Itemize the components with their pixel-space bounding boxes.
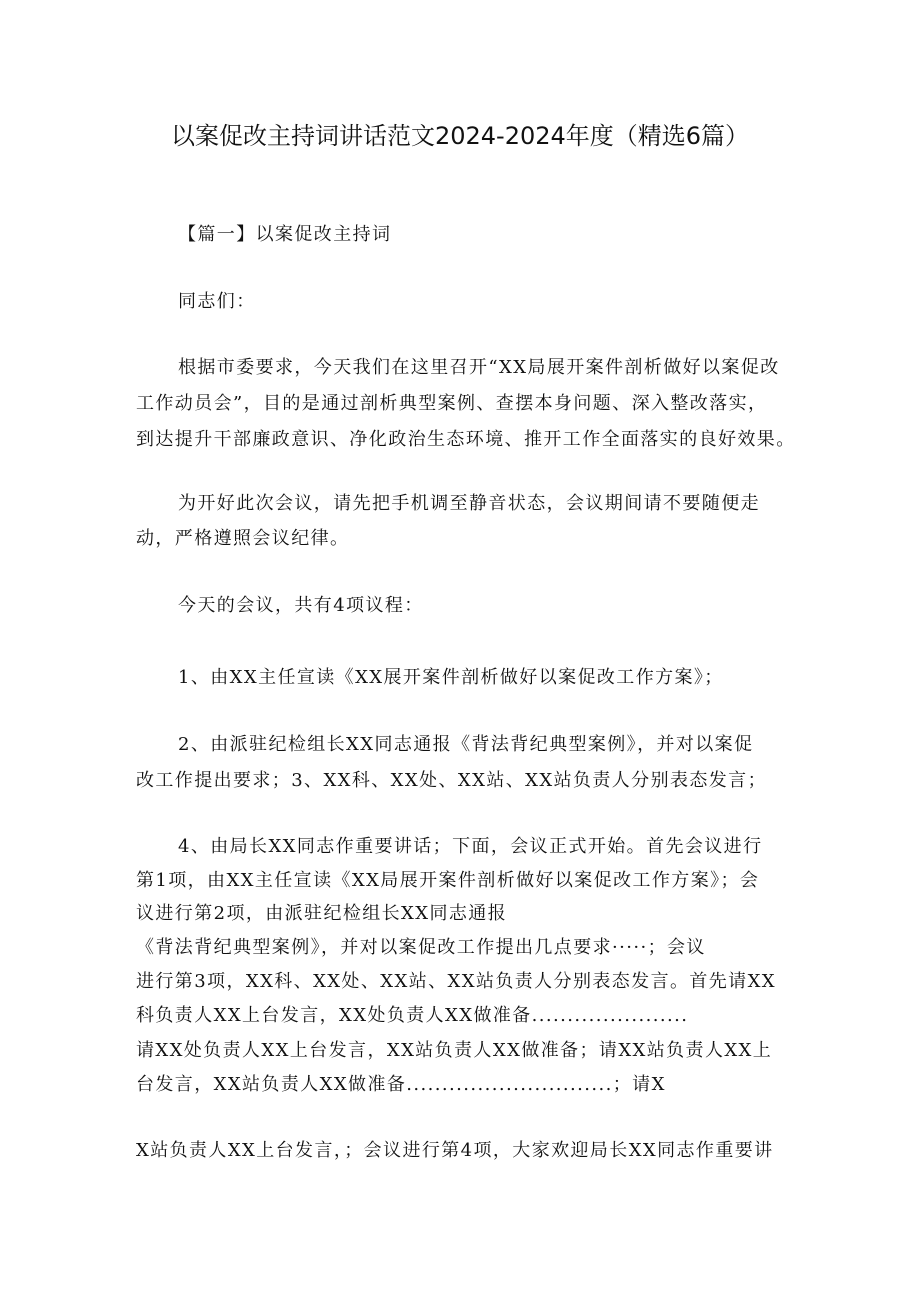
paragraph-line: 到达提升干部廉政意识、净化政治生态环境、推开工作全面落实的良好效果。 <box>136 429 796 450</box>
paragraph-line: 4、由局长XX同志作重要讲话；下面，会议正式开始。首先会议进行 <box>178 836 763 857</box>
paragraph-line: 今天的会议，共有4项议程： <box>178 595 424 616</box>
paragraph-line: 进行第3项，XX科、XX处、XX站、XX站负责人分别表态发言。首先请XX <box>136 971 776 992</box>
paragraph-line: 第1项，由XX主任宣读《XX局展开案件剖析做好以案促改工作方案》；会 <box>136 870 760 891</box>
section-heading: 【篇一】以案促改主持词 <box>178 224 392 245</box>
paragraph-line: 《背法背纪典型案例》，并对以案促改工作提出几点要求·····；会议 <box>136 937 706 958</box>
paragraph-line: 科负责人XX上台发言，XX处负责人XX做准备...................... <box>136 1005 689 1026</box>
paragraph-line: 工作动员会”，目的是通过剖析典型案例、查摆本身问题、深入整改落实， <box>136 393 768 414</box>
salutation: 同志们： <box>178 291 256 312</box>
paragraph-line: 请XX处负责人XX上台发言，XX站负责人XX做准备；请XX站负责人XX上 <box>136 1040 773 1061</box>
agenda-item: 改工作提出要求；3、XX科、XX处、XX站、XX站负责人分别表态发言； <box>136 770 767 791</box>
agenda-item: 2、由派驻纪检组长XX同志通报《背法背纪典型案例》，并对以案促 <box>178 734 754 755</box>
paragraph-line: 动，严格遵照会议纪律。 <box>136 528 350 549</box>
paragraph-line: 为开好此次会议，请先把手机调至静音状态，会议期间请不要随便走 <box>178 493 760 514</box>
document-title: 以案促改主持词讲话范文2024-2024年度（精选6篇） <box>170 122 750 150</box>
paragraph-line: 根据市委要求，今天我们在这里召开“XX局展开案件剖析做好以案促改 <box>178 357 780 378</box>
agenda-item: 1、由XX主任宣读《XX展开案件剖析做好以案促改工作方案》； <box>178 667 724 688</box>
paragraph-line: X站负责人XX上台发言，；会议进行第4项，大家欢迎局长XX同志作重要讲 <box>136 1140 774 1161</box>
paragraph-line: 台发言，XX站负责人XX做准备.............................；请X <box>136 1074 666 1095</box>
paragraph-line: 议进行第2项，由派驻纪检组长XX同志通报 <box>136 903 508 924</box>
